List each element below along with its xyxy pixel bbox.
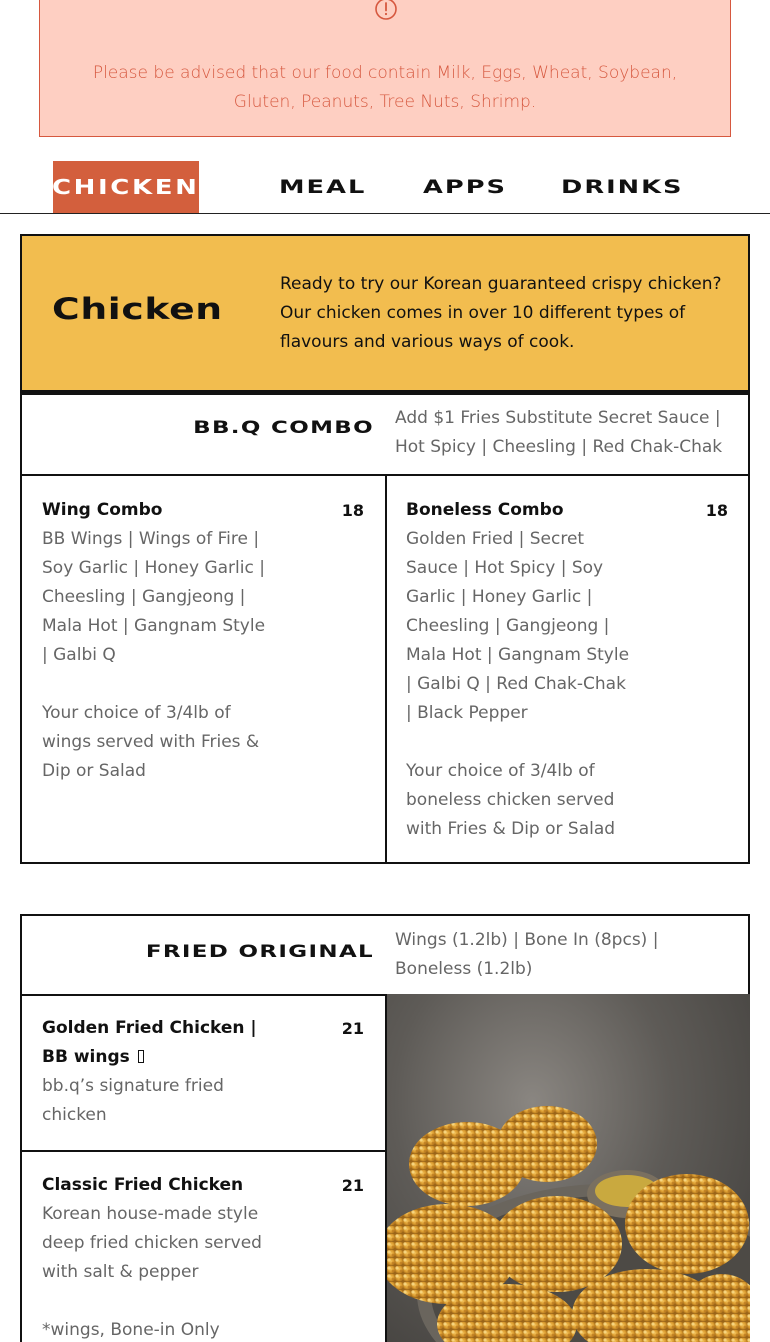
- menu-tabs: [0, 161, 770, 214]
- tab-chicken[interactable]: [53, 161, 199, 213]
- item-name: [42, 1014, 282, 1072]
- item-name: Boneless Combo: [406, 500, 564, 520]
- menu-item[interactable]: [42, 496, 364, 786]
- allergy-message: Please be advised that our food contain Milk, Eggs, Wheat, Soybean, Gluten, Peanuts, Tree Nuts, Shrimp.: [92, 63, 678, 112]
- tab-drinks[interactable]: [561, 161, 684, 213]
- item-flavours: BB Wings | Wings of Fire | Soy Garlic | Honey Garlic | Cheesling | Gangjeong | Mala Hot | Gangnam Style | Galbi Q: [42, 529, 266, 665]
- item-note: Your choice of 3/4lb of wings served with Fries & Dip or Salad: [42, 703, 260, 781]
- allergy-alert: [39, 0, 731, 137]
- tab-label: CHICKEN: [52, 175, 200, 199]
- signature-icon: [138, 1050, 144, 1063]
- item-note: Your choice of 3/4lb of boneless chicken served with Fries & Dip or Salad: [406, 761, 616, 839]
- category-title: BB.Q COMBO: [193, 418, 374, 438]
- item-description: Korean house-made style deep fried chicken served with salt & pepper: [42, 1204, 262, 1282]
- category-description: Add $1 Fries Substitute Secret Sauce | Hot Spicy | Cheesling | Red Chak-Chak: [395, 408, 723, 457]
- item-name: Wing Combo: [42, 500, 163, 520]
- tab-label: DRINKS: [561, 176, 684, 198]
- combo-category-header: [20, 394, 750, 476]
- hero-description: Ready to try our Korean guaranteed crispy chicken? Our chicken comes in over 10 different types of flavours and various ways of cook.: [280, 274, 722, 352]
- item-note: *wings, Bone-in Only: [42, 1320, 220, 1340]
- fried-items: [20, 994, 750, 1342]
- tab-label: MEAL: [279, 176, 367, 198]
- item-name-text: Golden Fried Chicken | BB wings: [42, 1018, 257, 1067]
- fried-category-header: [20, 914, 750, 996]
- item-name: Classic Fried Chicken: [42, 1175, 244, 1195]
- column-divider: [385, 476, 387, 862]
- item-price: 18: [341, 501, 364, 520]
- row-divider: [22, 1150, 385, 1152]
- fried-chicken-photo: [387, 994, 750, 1342]
- item-flavours: Golden Fried | Secret Sauce | Hot Spicy | Soy Garlic | Honey Garlic | Cheesling | Gangjeong | Mala Hot | Gangnam Style | Galbi Q | Red Chak-Chak | Black Pepper: [406, 529, 630, 723]
- tab-label: APPS: [423, 176, 508, 198]
- item-description: bb.q’s signature fried chicken: [42, 1076, 224, 1125]
- tab-meal[interactable]: [279, 161, 366, 213]
- menu-item[interactable]: [42, 1014, 364, 1130]
- menu-item[interactable]: [406, 496, 728, 844]
- page-title: Chicken: [52, 292, 223, 326]
- tab-apps[interactable]: [423, 161, 507, 213]
- combo-items: [20, 474, 750, 864]
- menu-item[interactable]: [42, 1171, 364, 1342]
- item-price: 18: [705, 501, 728, 520]
- chicken-hero: [20, 234, 750, 395]
- item-price: 21: [341, 1019, 364, 1038]
- alert-circle-icon: [374, 0, 398, 23]
- item-price: 21: [341, 1176, 364, 1195]
- category-title: FRIED ORIGINAL: [145, 942, 374, 962]
- category-description: Wings (1.2lb) | Bone In (8pcs) | Boneless (1.2lb): [395, 930, 659, 979]
